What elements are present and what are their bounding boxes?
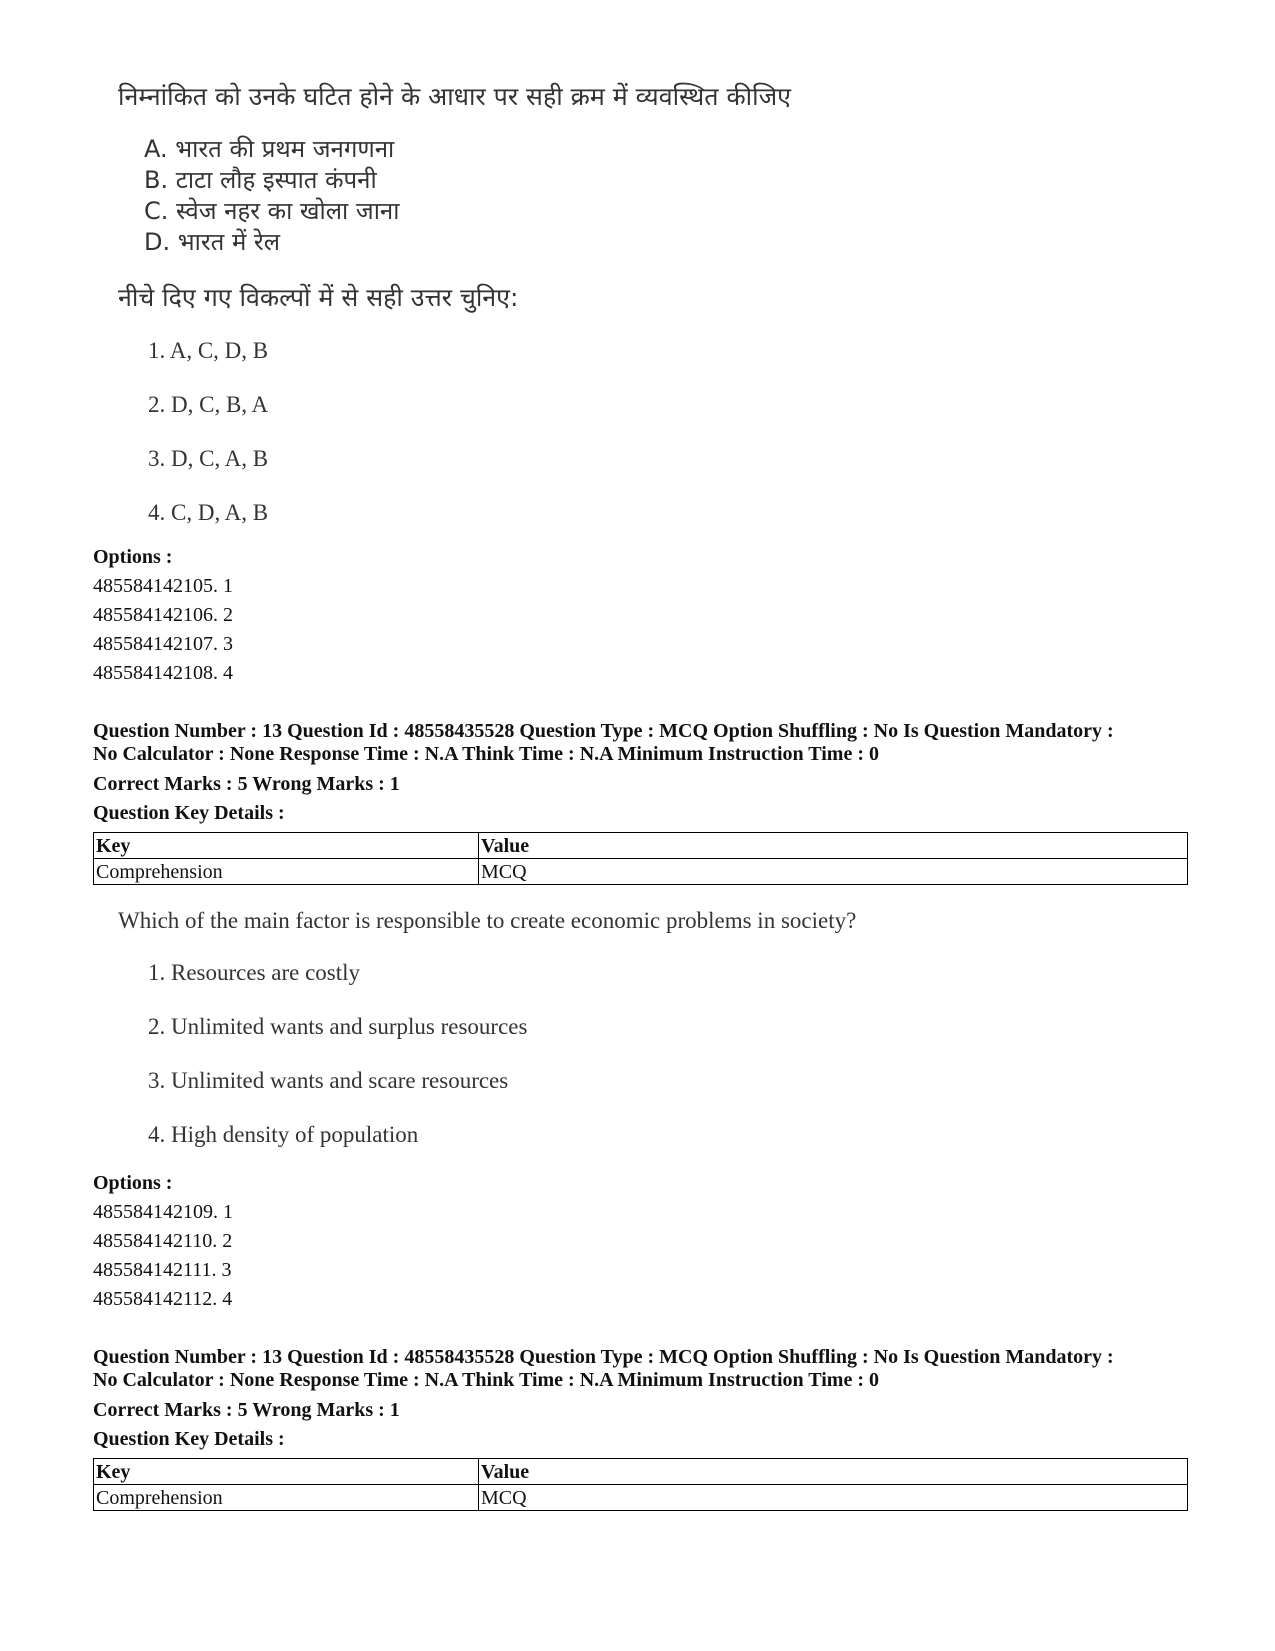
choice-list [148, 958, 856, 1174]
option-row: 485584142106. 2 [93, 604, 233, 626]
option-row: 485584142112. 4 [93, 1288, 233, 1310]
option-row: 485584142105. 1 [93, 575, 233, 597]
question-14-meta [93, 1346, 1193, 1511]
options-label: Options : [93, 546, 173, 568]
table-header-key: Key [94, 1459, 479, 1485]
choice-item: 4. C, D, A, B [148, 500, 269, 525]
table-header-key: Key [94, 833, 479, 859]
question-stem: निम्नांकित को उनके घटित होने के आधार पर सही क्रम में व्यवस्थित कीजिए [118, 82, 791, 111]
choice-item: 1. A, C, D, B [148, 338, 269, 363]
choice-item: 3. Unlimited wants and scare resources [148, 1068, 509, 1093]
key-details-table [93, 1458, 1188, 1511]
table-row [94, 859, 1188, 885]
table-cell-value: MCQ [479, 859, 1188, 885]
choice-item: 4. High density of population [148, 1122, 419, 1147]
choice-list [148, 336, 791, 552]
meta-line: No Calculator : None Response Time : N.A Think Time : N.A Minimum Instruction Time : 0 [93, 1369, 879, 1391]
meta-line: Question Number : 13 Question Id : 48558435528 Question Type : MCQ Option Shuffling : No Is Question Mandatory : [93, 1346, 1114, 1368]
key-details-label: Question Key Details : [93, 1428, 285, 1450]
table-header-row [94, 1459, 1188, 1485]
option-row: 485584142110. 2 [93, 1230, 233, 1252]
question-13-options [93, 1169, 1193, 1314]
option-row: 485584142108. 4 [93, 662, 233, 684]
key-details-table [93, 832, 1188, 885]
statement-item: D. भारत में रेल [144, 228, 281, 256]
question-12-content [118, 82, 791, 552]
table-cell-key: Comprehension [94, 1485, 479, 1511]
table-header-row [94, 833, 1188, 859]
instruction-text: नीचे दिए गए विकल्पों में से सही उत्तर चुनिए: [118, 283, 519, 312]
table-row [94, 1485, 1188, 1511]
meta-line: No Calculator : None Response Time : N.A Think Time : N.A Minimum Instruction Time : 0 [93, 743, 879, 765]
option-row: 485584142109. 1 [93, 1201, 233, 1223]
question-13-meta [93, 720, 1193, 885]
marks-line: Correct Marks : 5 Wrong Marks : 1 [93, 1399, 400, 1421]
question-stem: Which of the main factor is responsible to create economic problems in society? [118, 908, 857, 933]
options-label: Options : [93, 1172, 173, 1194]
option-row: 485584142107. 3 [93, 633, 233, 655]
choice-item: 2. D, C, B, A [148, 392, 269, 417]
meta-line: Question Number : 13 Question Id : 48558435528 Question Type : MCQ Option Shuffling : No Is Question Mandatory : [93, 720, 1114, 742]
table-cell-value: MCQ [479, 1485, 1188, 1511]
table-header-value: Value [479, 1459, 1188, 1485]
key-details-label: Question Key Details : [93, 802, 285, 824]
statement-item: C. स्वेज नहर का खोला जाना [144, 197, 400, 225]
choice-item: 2. Unlimited wants and surplus resources [148, 1014, 528, 1039]
option-row: 485584142111. 3 [93, 1259, 232, 1281]
statement-item: B. टाटा लौह इस्पात कंपनी [144, 166, 377, 194]
choice-item: 1. Resources are costly [148, 960, 361, 985]
statement-list [144, 134, 791, 258]
table-header-value: Value [479, 833, 1188, 859]
question-12-options [93, 543, 1193, 688]
choice-item: 3. D, C, A, B [148, 446, 269, 471]
marks-line: Correct Marks : 5 Wrong Marks : 1 [93, 773, 400, 795]
question-13-content [118, 906, 856, 1174]
statement-item: A. भारत की प्रथम जनगणना [144, 135, 395, 163]
table-cell-key: Comprehension [94, 859, 479, 885]
